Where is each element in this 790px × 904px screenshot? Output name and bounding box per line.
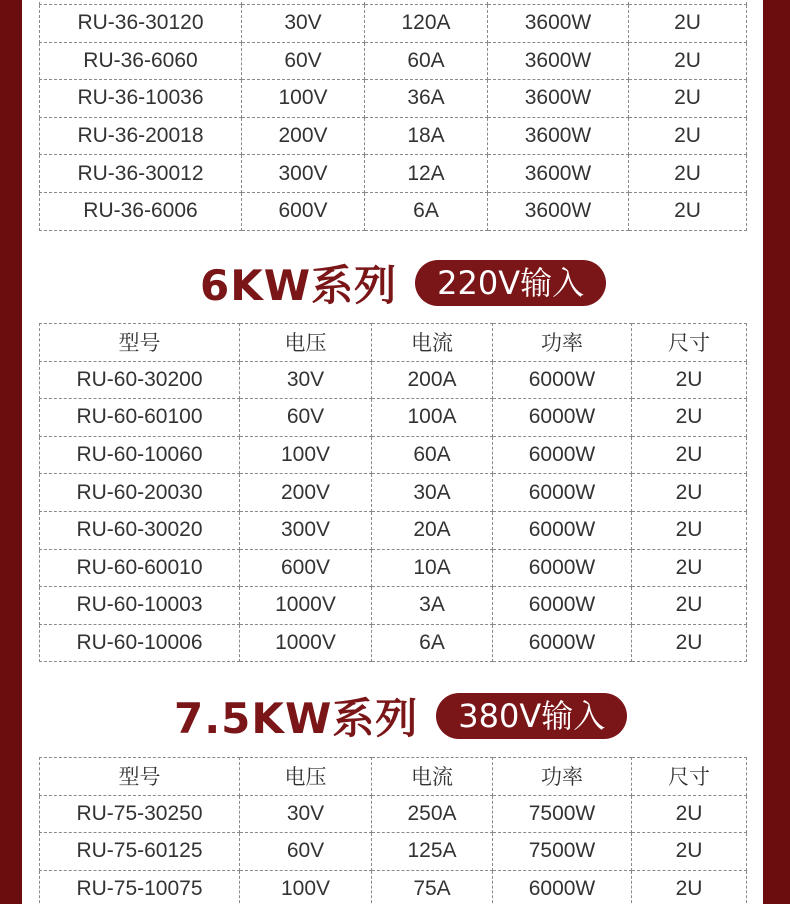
cell-voltage: 100V (242, 80, 365, 118)
input-voltage-badge: 380V输入 (436, 693, 627, 739)
cell-voltage: 30V (240, 361, 372, 399)
table-header-row (40, 324, 747, 362)
cell-current: 200A (372, 361, 493, 399)
column-header: 型号 (40, 324, 240, 362)
cell-size: 2U (632, 511, 747, 549)
cell-power: 6000W (493, 361, 632, 399)
cell-power: 7500W (493, 833, 632, 871)
cell-size: 2U (629, 42, 747, 80)
table-row (40, 436, 747, 474)
cell-current: 36A (365, 80, 488, 118)
cell-model: RU-60-20030 (40, 474, 240, 512)
cell-voltage: 30V (242, 5, 365, 43)
cell-power: 3600W (488, 5, 629, 43)
cell-voltage: 60V (240, 833, 372, 871)
cell-power: 3600W (488, 42, 629, 80)
cell-model: RU-60-10003 (40, 587, 240, 625)
cell-model: RU-36-6060 (40, 42, 242, 80)
cell-voltage: 100V (240, 436, 372, 474)
column-header: 型号 (40, 758, 240, 796)
column-header: 尺寸 (632, 758, 747, 796)
cell-model: RU-60-10060 (40, 436, 240, 474)
cell-voltage: 30V (240, 795, 372, 833)
cell-power: 6000W (493, 399, 632, 437)
cell-size: 2U (632, 549, 747, 587)
input-voltage-badge: 220V输入 (415, 260, 606, 306)
cell-model: RU-36-6006 (40, 192, 242, 230)
cell-model: RU-60-60100 (40, 399, 240, 437)
table-row (40, 870, 747, 904)
cell-power: 6000W (493, 474, 632, 512)
cell-voltage: 300V (242, 155, 365, 193)
table-row (40, 511, 747, 549)
cell-power: 3600W (488, 80, 629, 118)
table-row (40, 80, 747, 118)
cell-power: 6000W (493, 870, 632, 904)
cell-current: 60A (372, 436, 493, 474)
cell-model: RU-75-60125 (40, 833, 240, 871)
table-row (40, 361, 747, 399)
cell-voltage: 100V (240, 870, 372, 904)
column-header: 尺寸 (632, 324, 747, 362)
cell-size: 2U (632, 399, 747, 437)
cell-voltage: 200V (240, 474, 372, 512)
cell-model: RU-60-30200 (40, 361, 240, 399)
column-header: 电压 (240, 758, 372, 796)
cell-power: 6000W (493, 624, 632, 662)
cell-model: RU-36-30120 (40, 5, 242, 43)
cell-power: 6000W (493, 587, 632, 625)
table-row (40, 587, 747, 625)
cell-voltage: 60V (240, 399, 372, 437)
cell-current: 18A (365, 117, 488, 155)
table-row (40, 155, 747, 193)
cell-size: 2U (632, 587, 747, 625)
table-row (40, 399, 747, 437)
cell-current: 120A (365, 5, 488, 43)
cell-power: 3600W (488, 192, 629, 230)
column-header: 功率 (493, 758, 632, 796)
cell-power: 6000W (493, 511, 632, 549)
cell-size: 2U (632, 624, 747, 662)
cell-size: 2U (632, 436, 747, 474)
cell-power: 6000W (493, 549, 632, 587)
cell-size: 2U (629, 117, 747, 155)
content-panel (22, 0, 763, 904)
cell-model: RU-60-60010 (40, 549, 240, 587)
table-row (40, 42, 747, 80)
table-row (40, 5, 747, 43)
cell-current: 3A (372, 587, 493, 625)
cell-size: 2U (632, 474, 747, 512)
series-heading-75kw (174, 686, 627, 746)
cell-current: 100A (372, 399, 493, 437)
cell-voltage: 60V (242, 42, 365, 80)
table-row (40, 192, 747, 230)
cell-size: 2U (632, 870, 747, 904)
table-row (40, 549, 747, 587)
cell-current: 125A (372, 833, 493, 871)
cell-model: RU-36-30012 (40, 155, 242, 193)
cell-model: RU-60-30020 (40, 511, 240, 549)
cell-voltage: 1000V (240, 624, 372, 662)
table-row (40, 833, 747, 871)
table-row (40, 795, 747, 833)
spec-table-75 (39, 757, 747, 904)
cell-voltage: 600V (242, 192, 365, 230)
cell-size: 2U (632, 795, 747, 833)
cell-current: 6A (365, 192, 488, 230)
column-header: 电流 (372, 324, 493, 362)
cell-size: 2U (632, 361, 747, 399)
table-header-row (40, 758, 747, 796)
table-row (40, 474, 747, 512)
cell-model: RU-36-10036 (40, 80, 242, 118)
cell-power: 3600W (488, 117, 629, 155)
cell-current: 60A (365, 42, 488, 80)
cell-power: 6000W (493, 436, 632, 474)
series-heading-6kw (200, 253, 606, 313)
cell-size: 2U (629, 192, 747, 230)
cell-current: 30A (372, 474, 493, 512)
column-header: 电流 (372, 758, 493, 796)
cell-voltage: 600V (240, 549, 372, 587)
cell-size: 2U (632, 833, 747, 871)
column-header: 电压 (240, 324, 372, 362)
cell-power: 3600W (488, 155, 629, 193)
cell-current: 10A (372, 549, 493, 587)
table-row (40, 624, 747, 662)
spec-table-36 (39, 0, 747, 231)
cell-current: 250A (372, 795, 493, 833)
cell-current: 20A (372, 511, 493, 549)
cell-model: RU-60-10006 (40, 624, 240, 662)
table-row (40, 117, 747, 155)
cell-current: 75A (372, 870, 493, 904)
column-header: 功率 (493, 324, 632, 362)
cell-size: 2U (629, 5, 747, 43)
cell-size: 2U (629, 155, 747, 193)
cell-voltage: 1000V (240, 587, 372, 625)
cell-power: 7500W (493, 795, 632, 833)
cell-current: 6A (372, 624, 493, 662)
spec-table-60 (39, 323, 747, 662)
cell-current: 12A (365, 155, 488, 193)
cell-voltage: 200V (242, 117, 365, 155)
cell-model: RU-36-20018 (40, 117, 242, 155)
cell-model: RU-75-10075 (40, 870, 240, 904)
series-title: 6KW系列 (200, 261, 398, 310)
cell-size: 2U (629, 80, 747, 118)
cell-voltage: 300V (240, 511, 372, 549)
cell-model: RU-75-30250 (40, 795, 240, 833)
series-title: 7.5KW系列 (174, 694, 419, 743)
